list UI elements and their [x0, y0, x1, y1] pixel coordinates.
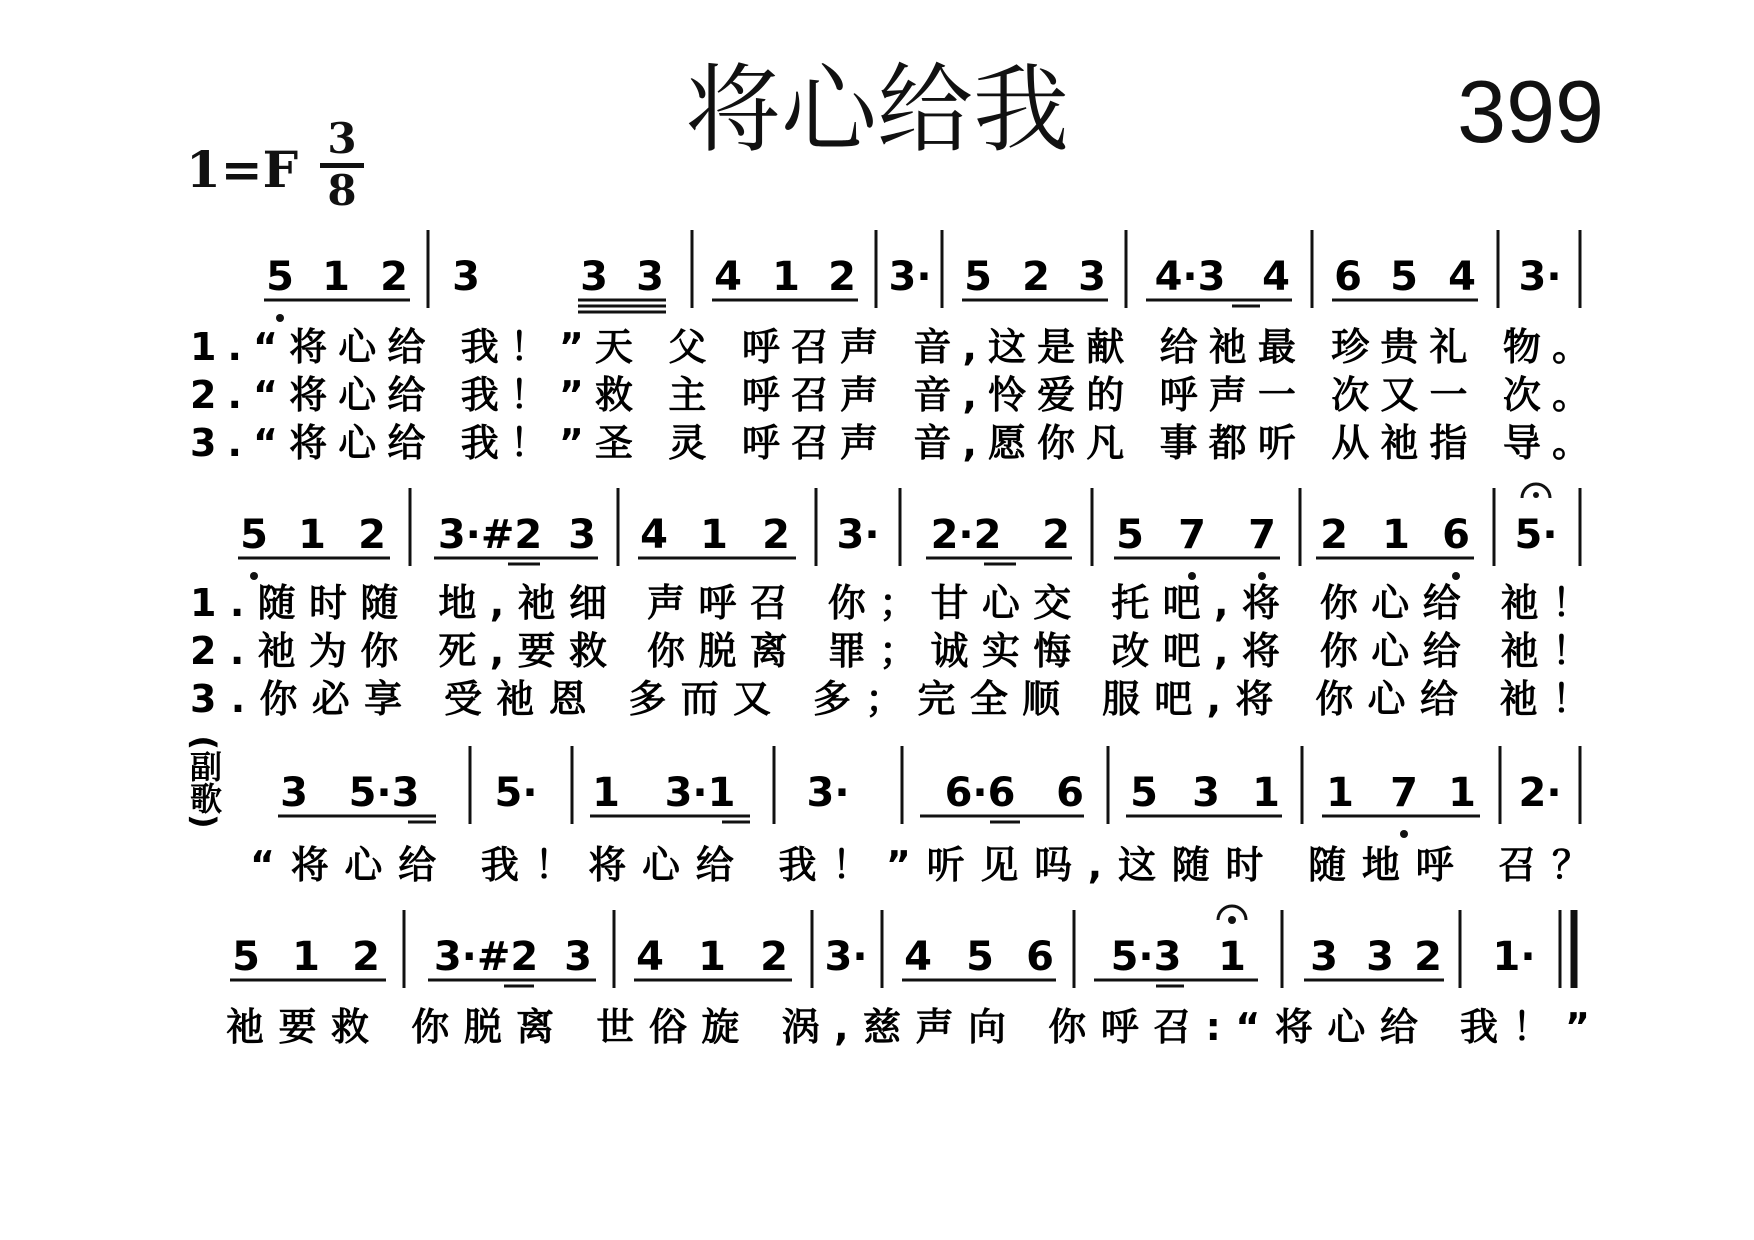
note: 1	[1218, 934, 1246, 980]
note: 4	[904, 934, 932, 980]
note: 4	[714, 254, 742, 300]
note: 3	[1078, 254, 1106, 300]
lyric-line: 祂要救 你脱离 世俗旋 涡,慈声向 你呼召:“将心给 我！”	[226, 1005, 1590, 1049]
time-signature-numerator: 3	[320, 118, 364, 168]
note: 3·	[806, 770, 850, 816]
note: 5	[266, 254, 294, 300]
lyric-line: 2.“将心给 我！”救 主 呼召声 音,怜爱的 呼声一 次又一 次。	[190, 373, 1590, 417]
note: 3	[1366, 934, 1394, 980]
note: 5	[966, 934, 994, 980]
note: 1	[1448, 770, 1476, 816]
note: 2	[352, 934, 380, 980]
note: 2	[380, 254, 408, 300]
note: 3	[636, 254, 664, 300]
note: 2·2	[930, 512, 1002, 558]
lyric-line: 3.“将心给 我！”圣 灵 呼召声 音,愿你凡 事都听 从祂指 导。	[190, 421, 1590, 465]
note: 3·1	[664, 770, 736, 816]
note: 6	[1334, 254, 1362, 300]
note: 2	[1022, 254, 1050, 300]
note: 7	[1178, 512, 1206, 558]
octave-dot	[1188, 572, 1196, 580]
octave-dot	[250, 572, 258, 580]
note: 6	[1026, 934, 1054, 980]
note: 6	[1056, 770, 1084, 816]
note: 1	[698, 934, 726, 980]
note: 1	[592, 770, 620, 816]
note: 1	[1382, 512, 1410, 558]
note: 3	[280, 770, 308, 816]
note: 3	[1192, 770, 1220, 816]
note: 5·3	[348, 770, 420, 816]
lyric-line: 1.“将心给 我！”天 父 呼召声 音,这是献 给祂最 珍贵礼 物。	[190, 325, 1590, 369]
note: 3·	[824, 934, 868, 980]
octave-dot	[1452, 572, 1460, 580]
note: 5	[964, 254, 992, 300]
note: 2	[828, 254, 856, 300]
note: 3·	[1518, 254, 1562, 300]
note: 7	[1390, 770, 1418, 816]
octave-dot-above	[1228, 916, 1236, 924]
note: 4	[640, 512, 668, 558]
note: 3	[568, 512, 596, 558]
lyric-line: 3.你必享 受祂恩 多而又 多；完全顺 服吧,将 你心给 祂！	[190, 677, 1590, 721]
note: 1	[298, 512, 326, 558]
note: 4	[636, 934, 664, 980]
lyric-line: 1.随时随 地,祂细 声呼召 你；甘心交 托吧,将 你心给 祂！	[190, 581, 1590, 625]
note: 5	[1390, 254, 1418, 300]
note: 2	[1414, 934, 1442, 980]
note: 2	[1320, 512, 1348, 558]
octave-dot	[276, 314, 284, 322]
note: 2	[1042, 512, 1070, 558]
note: 1	[1326, 770, 1354, 816]
page-title: 将心给我	[685, 54, 1069, 166]
note: 6	[1442, 512, 1470, 558]
note: 6·6	[944, 770, 1016, 816]
note: 3	[580, 254, 608, 300]
system-1	[190, 230, 1590, 465]
octave-dot	[1400, 830, 1408, 838]
note: 7	[1248, 512, 1276, 558]
lyric-line: 2.祂为你 死,要救 你脱离 罪；诚实悔 改吧,将 你心给 祂！	[190, 629, 1590, 673]
key-signature: 1=F	[186, 140, 299, 199]
note: 2	[358, 512, 386, 558]
note: 5	[232, 934, 260, 980]
note: 5	[1116, 512, 1144, 558]
note: 3·#2	[437, 512, 543, 558]
note: 2	[762, 512, 790, 558]
chorus-label: (副歌)	[185, 735, 223, 829]
note: 3	[1310, 934, 1338, 980]
system-4	[226, 906, 1590, 1049]
note: 3	[564, 934, 592, 980]
system-2	[190, 484, 1590, 721]
hymn-number: 399	[1457, 62, 1604, 161]
lyric-line: “将心给 我！将心给 我！”听见吗,这随时 随地呼 召？	[250, 843, 1590, 887]
note: 1	[1252, 770, 1280, 816]
octave-dot	[1258, 572, 1266, 580]
note: 3	[452, 254, 480, 300]
note: 1	[292, 934, 320, 980]
note: 5·3	[1110, 934, 1182, 980]
note: 2·	[1518, 770, 1562, 816]
note: 5·	[1514, 512, 1558, 558]
note: 5	[240, 512, 268, 558]
note: 1	[322, 254, 350, 300]
note: 4	[1262, 254, 1290, 300]
note: 5	[1130, 770, 1158, 816]
time-signature-denominator: 8	[327, 166, 357, 215]
note: 1	[700, 512, 728, 558]
note: 3·	[836, 512, 880, 558]
fermata-dot	[1533, 492, 1539, 498]
note: 4·3	[1154, 254, 1226, 300]
note: 3·	[888, 254, 932, 300]
note: 5·	[494, 770, 538, 816]
note: 3·#2	[433, 934, 539, 980]
note: 2	[760, 934, 788, 980]
note: 1	[772, 254, 800, 300]
note: 4	[1448, 254, 1476, 300]
note: 1·	[1492, 934, 1536, 980]
system-3	[185, 735, 1590, 887]
